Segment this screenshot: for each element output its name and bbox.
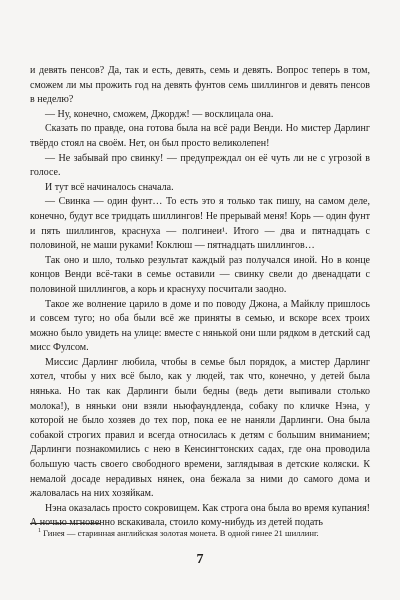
footnote [30,528,370,539]
footnote-marker: 1 [38,528,41,535]
page-body [30,64,370,531]
paragraph-7: Так оно и шло, только результат каждый раз получался иной. Но в конце концов Венди всё-таки в семье оставили — свинку свели до двенадцати с половиной шиллингов, а корь и краснуху посчитали заодно. [30,254,370,295]
paragraph-8: Такое же волнение царило в доме и по поводу Джона, а Майклу пришлось и совсем туго; но оба были всё же приняты в семью, и вскоре всех троих можно было увидеть на улице: вместе с нянькой они шли рядком в детский сад мисс Фулсом. [30,298,370,354]
footnote-divider [30,523,100,524]
footnote-text: Гинея — старинная английская золотая монета. В одной гинее 21 шиллинг. [43,528,319,538]
paragraph-4: — Не забывай про свинку! — предупреждал он её чуть ли не с угрозой в голосе. [30,152,370,179]
paragraph-1: и девять пенсов? Да, так и есть, девять, семь и девять. Вопрос теперь в том, сможем ли мы прожить год на девять фунтов семь шиллингов и девять пенсов в неделю? [30,65,370,106]
paragraph-2: — Ну, конечно, сможем, Джордж! — восклицала она. [45,108,274,120]
paragraph-9: Миссис Дарлинг любила, чтобы в семье был порядок, а мистер Дарлинг хотел, чтобы у них всё было, как у людей, так что, конечно, у детей была нянька. Но так как Дарлинги были бедны (ведь дети выпивали столько молока!), в няньки они взяли ньюфаундленда, собаку по кличке Нэна, у которой не было хозяев до тех пор, пока ее не наняли Дарлинги. Она была собакой строгих правил и всегда относилась к детям с большим вниманием; Дарлинги познакомились с нею в Кенсингтонских садах, где она проводила большую часть своего свободного времени, заглядывая в детские коляски. К немалой досаде нерадивых нянек, она бежала за ними до самого дома и жаловалась на них хозяйкам. [30,356,370,500]
paragraph-5: И тут всё начиналось сначала. [45,181,174,193]
page-number: 7 [196,552,204,567]
paragraph-10: Нэна оказалась просто сокровищем. Как строга она была во время купания! А ночью мгновенно вскакивала, стоило кому-нибудь из детей подать [30,502,370,529]
paragraph-3: Сказать по правде, она готова была на всё ради Венди. Но мистер Дарлинг твёрдо стоял на своём. Нет, он был просто великолепен! [30,123,370,149]
paragraph-6: — Свинка — один фунт… То есть это я только так пишу, на самом деле, конечно, будут все тридцать шиллингов! Не прерывай меня! Корь — один фунт и пять шиллингов, краснуха — полгинеи¹. Итого — два и пятнадцать с половиной, не маши руками! Коклюш — пятнадцать шиллингов… [30,196,370,252]
